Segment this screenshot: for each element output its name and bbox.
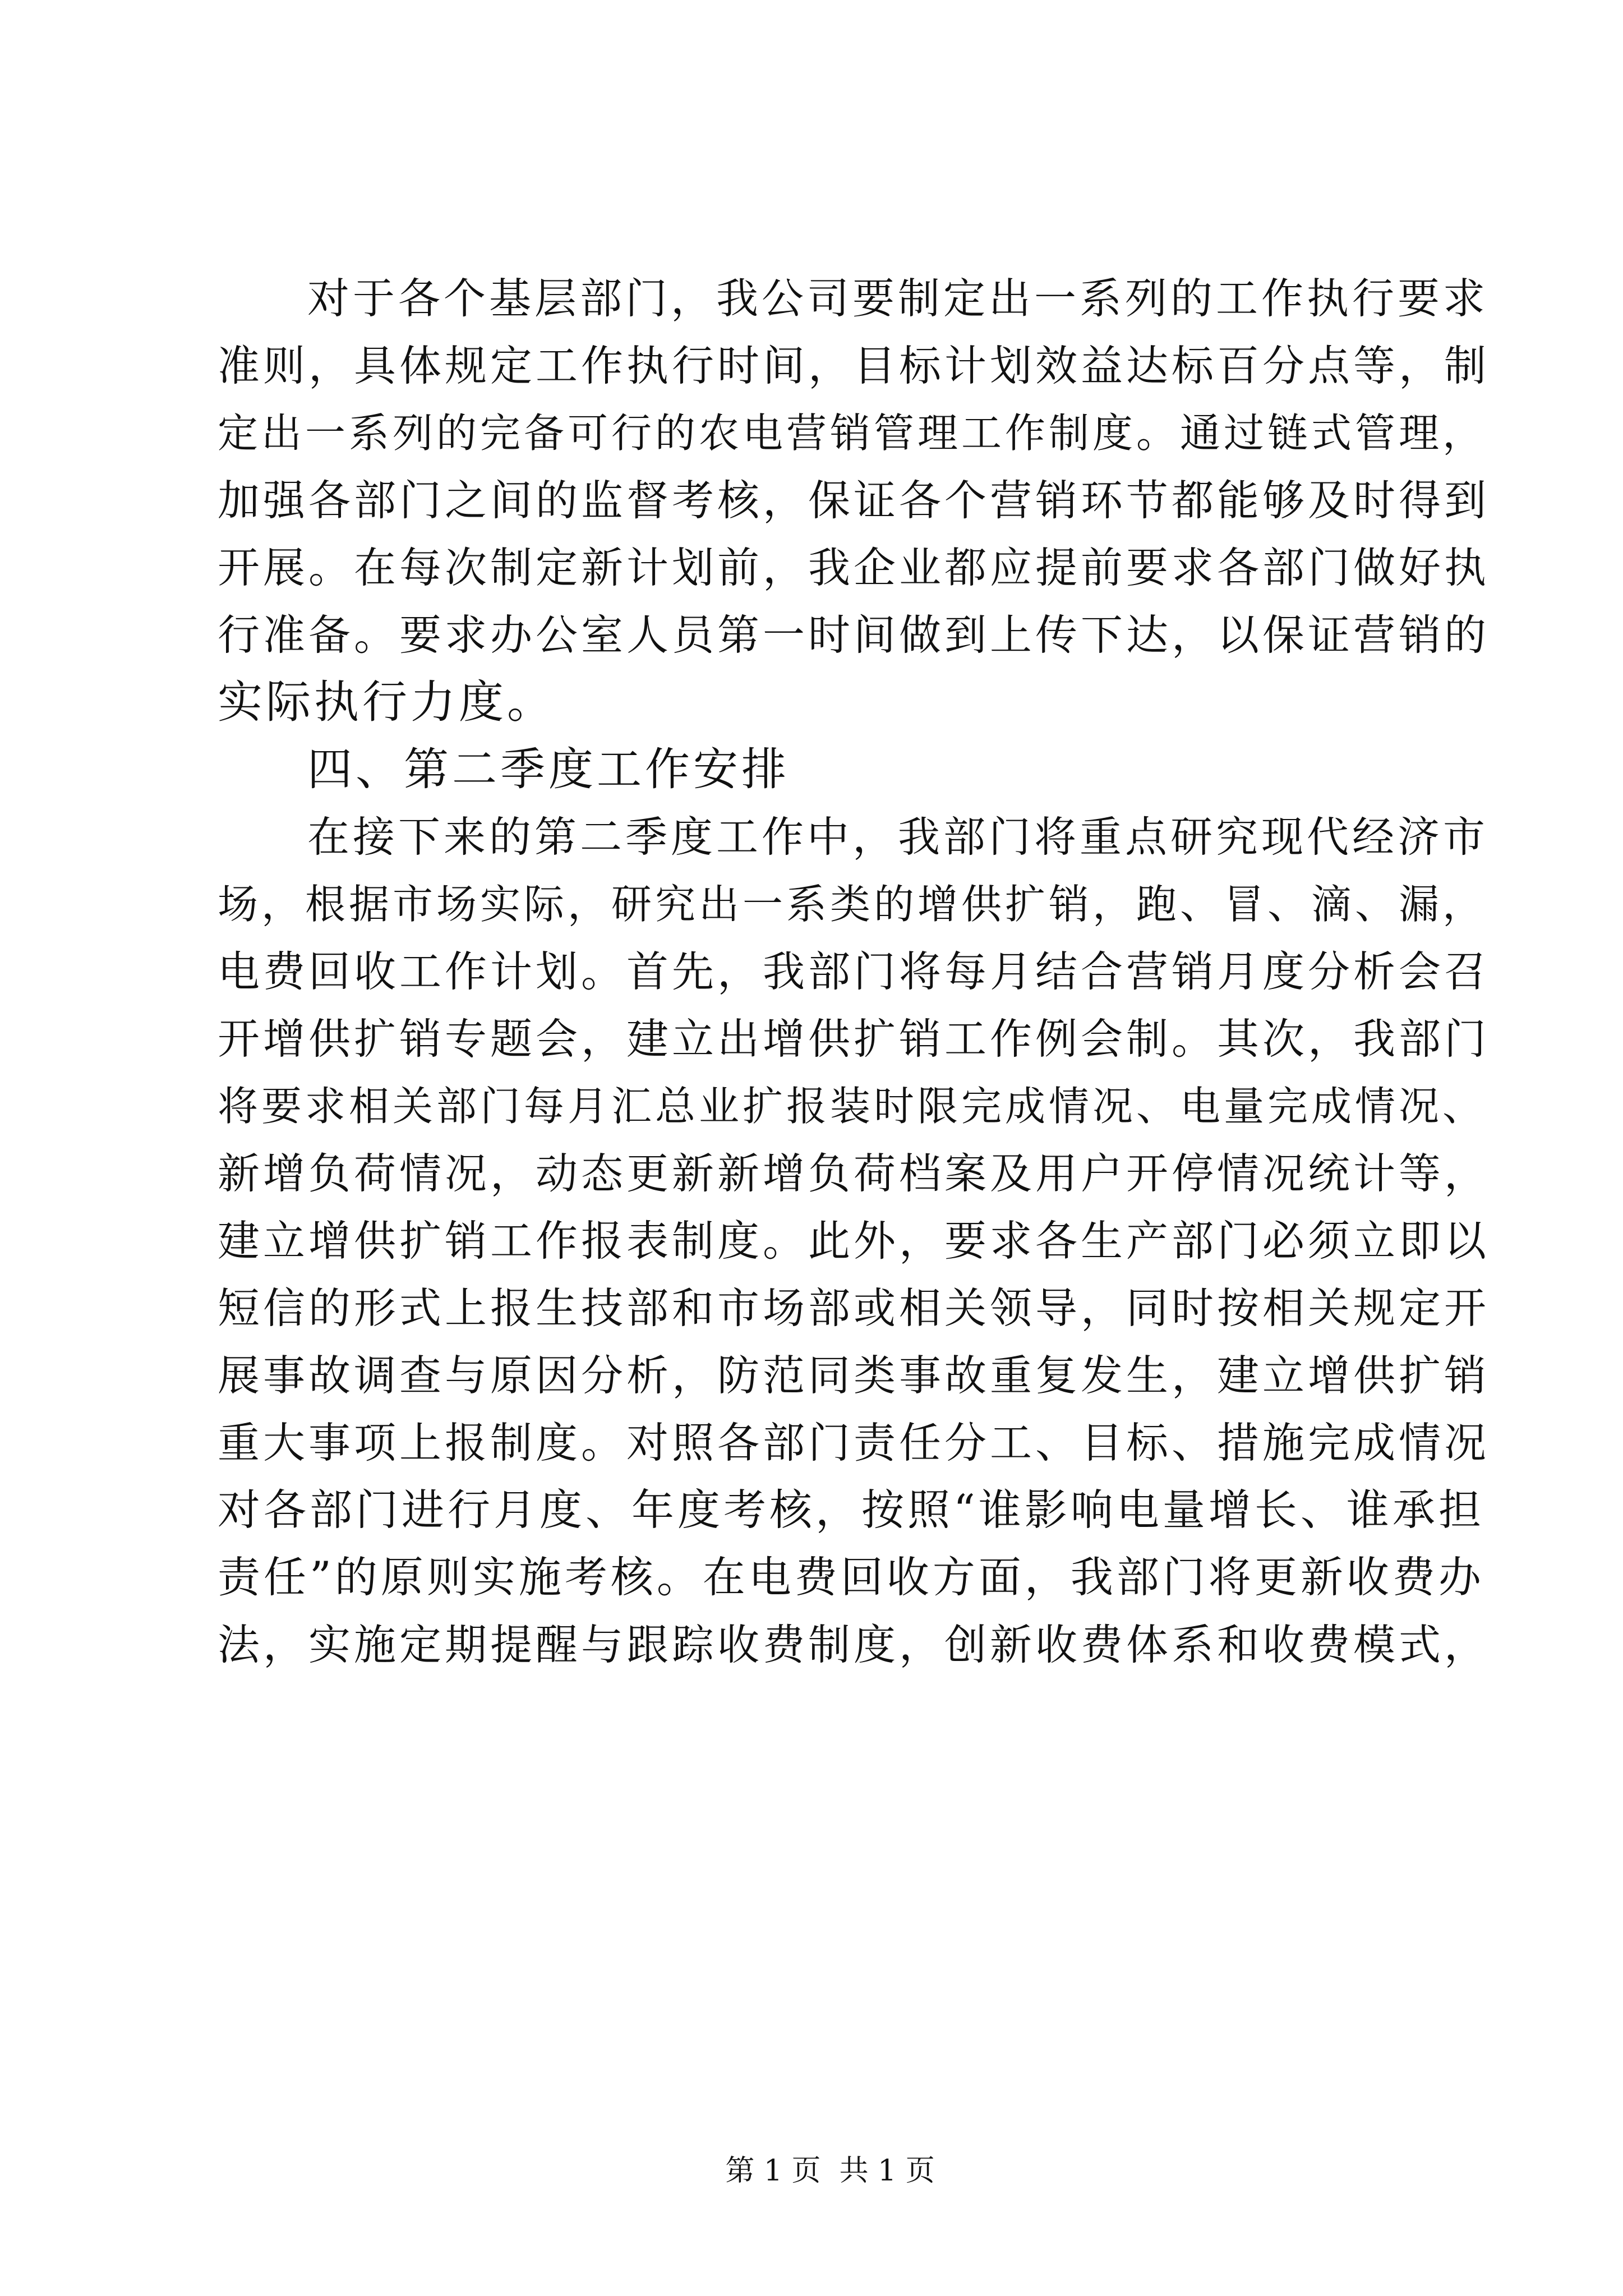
text-line: 展事故调查与原因分析，防范同类事故重复发生，建立增供扩销 bbox=[218, 1351, 1490, 1400]
text-line: 短信的形式上报生技部和市场部或相关领导，同时按相关规定开 bbox=[218, 1283, 1490, 1333]
text-line: 责任”的原则实施考核。在电费回收方面，我部门将更新收费办 bbox=[218, 1552, 1484, 1602]
text-line: 开展。在每次制定新计划前，我企业都应提前要求各部门做好执 bbox=[218, 543, 1490, 592]
text-line: 实际执行力度。 bbox=[218, 676, 555, 728]
text-line: 在接下来的第二季度工作中，我部门将重点研究现代经济市 bbox=[307, 812, 1489, 862]
text-line: 开增供扩销专题会，建立出增供扩销工作例会制。其次，我部门 bbox=[218, 1014, 1490, 1064]
text-line: 新增负荷情况，动态更新新增负荷档案及用户开停情况统计等， bbox=[218, 1149, 1490, 1198]
text-line: 行准备。要求办公室人员第一时间做到上传下达，以保证营销的 bbox=[218, 610, 1490, 660]
text-line: 场，根据市场实际，研究出一系类的增供扩销，跑、冒、滴、漏， bbox=[218, 881, 1487, 928]
document-body bbox=[218, 265, 1496, 1678]
text-line: 建立增供扩销工作报表制度。此外，要求各生产部门必须立即以 bbox=[218, 1216, 1490, 1266]
text-line: 电费回收工作计划。首先，我部门将每月结合营销月度分析会召 bbox=[218, 947, 1490, 996]
text-line: 法，实施定期提醒与跟踪收费制度，创新收费体系和收费模式， bbox=[218, 1620, 1490, 1669]
page-footer bbox=[0, 2112, 1623, 2230]
text-line: 对于各个基层部门，我公司要制定出一系列的工作执行要求 bbox=[307, 274, 1489, 323]
text-line: 准则，具体规定工作执行时间，目标计划效益达标百分点等，制 bbox=[218, 341, 1490, 390]
text-line: 加强各部门之间的监督考核，保证各个营销环节都能够及时得到 bbox=[218, 476, 1490, 525]
section-heading: 四、第二季度工作安排 bbox=[307, 743, 790, 795]
page-number: 第 1 页 共 1 页 bbox=[725, 2154, 935, 2188]
text-line: 重大事项上报制度。对照各部门责任分工、目标、措施完成情况 bbox=[218, 1418, 1490, 1467]
text-line: 对各部门进行月度、年度考核，按照“谁影响电量增长、谁承担 bbox=[218, 1485, 1484, 1535]
text-line: 定出一系列的完备可行的农电营销管理工作制度。通过链式管理， bbox=[218, 409, 1487, 457]
text-line: 将要求相关部门每月汇总业扩报装时限完成情况、电量完成情况、 bbox=[218, 1083, 1487, 1130]
